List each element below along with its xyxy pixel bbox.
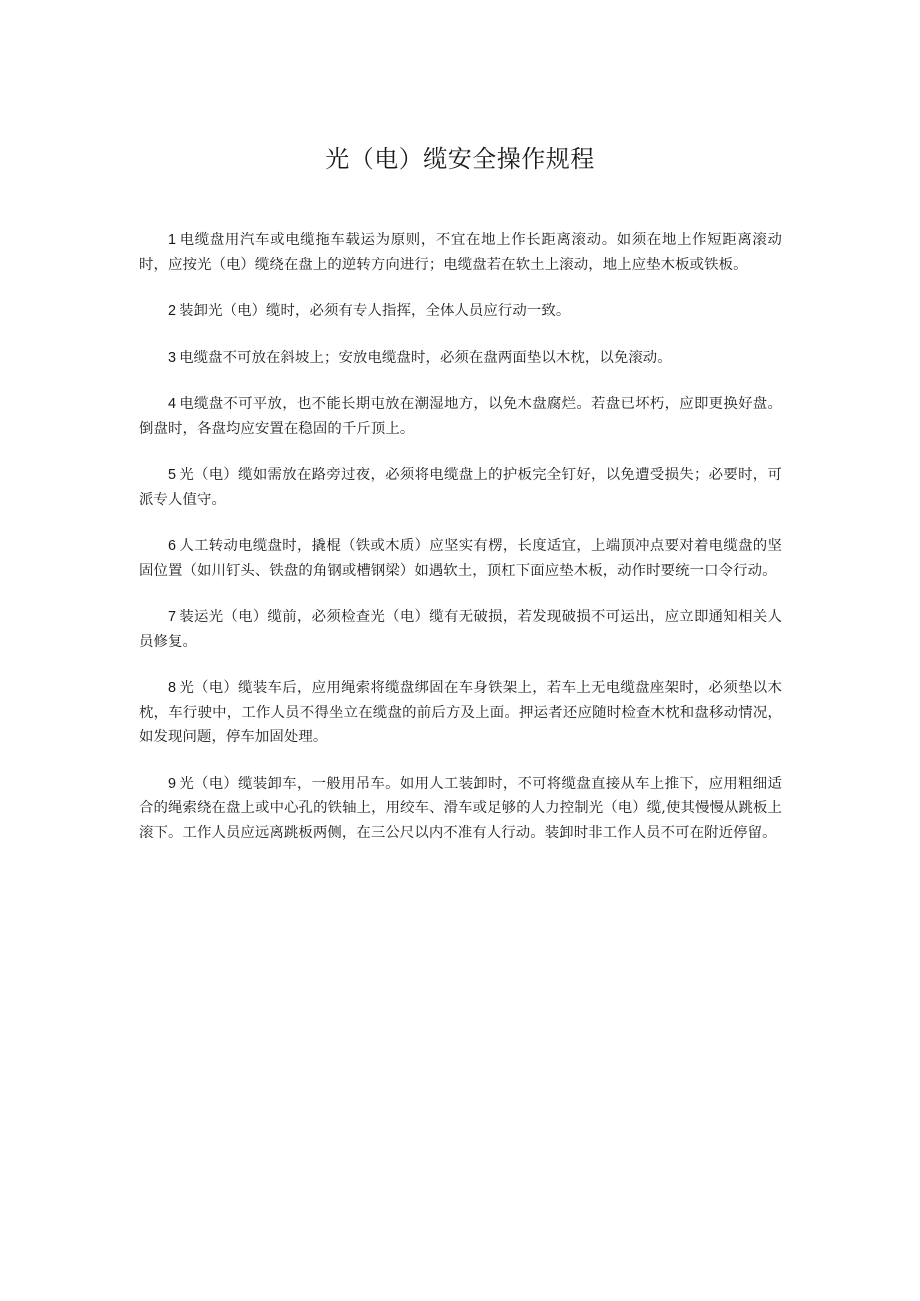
paragraph-text: 电缆盘不可平放，也不能长期屯放在潮湿地方，以免木盘腐烂。若盘已坏朽，应即更换好盘。倒盘时，各盘均应安置在稳固的千斤顶上。 (139, 396, 782, 437)
paragraph-8 (139, 676, 782, 750)
paragraph-text: 人工转动电缆盘时，撬棍（铁或木质）应坚实有楞，长度适宜，上端顶冲点要对着电缆盘的坚固位置（如川钉头、铁盘的角钢或槽钢梁）如遇软土，顶杠下面应垫木板，动作时要统一口令行动。 (139, 538, 782, 579)
paragraph-6 (139, 534, 782, 583)
paragraph-1 (139, 228, 782, 277)
paragraph-3 (139, 346, 782, 371)
paragraph-number: 7 (168, 609, 177, 625)
paragraph-2 (139, 299, 782, 324)
paragraph-number: 9 (168, 775, 177, 792)
paragraph-number: 4 (168, 396, 177, 412)
paragraph-number: 2 (168, 303, 177, 319)
paragraph-text: 装卸光（电）缆时，必须有专人指挥，全体人员应行动一致。 (179, 303, 571, 319)
paragraph-text: 光（电）缆装车后，应用绳索将缆盘绑固在车身铁架上，若车上无电缆盘座架时，必须垫以木枕，车行驶中，工作人员不得坐立在缆盘的前后方及上面。押运者还应随时检查木枕和盘移动情况，如发现问题，停车加固处理。 (139, 680, 782, 745)
paragraph-number: 3 (168, 349, 177, 366)
paragraph-text: 电缆盘用汽车或电缆拖车载运为原则，不宜在地上作长距离滚动。如须在地上作短距离滚动时，应按光（电）缆绕在盘上的逆转方向进行；电缆盘若在软土上滚动，地上应垫木板或铁板。 (139, 232, 782, 273)
paragraph-5 (139, 463, 782, 512)
paragraph-text: 光（电）缆装卸车，一般用吊车。如用人工装卸时，不可将缆盘直接从车上推下，应用粗细适合的绳索绕在盘上或中心孔的铁轴上，用绞车、滑车或足够的人力控制光（电）缆,使其慢慢从跳板上滚下。工作人员应远离跳板两侧，在三公尺以内不准有人行动。装卸时非工作人员不可在附近停留。 (139, 775, 782, 841)
paragraph-text: 电缆盘不可放在斜坡上；安放电缆盘时，必须在盘两面垫以木枕，以免滚动。 (179, 349, 672, 366)
paragraph-number: 5 (168, 467, 177, 483)
paragraph-number: 6 (168, 538, 177, 554)
document-title: 光（电）缆安全操作规程 (325, 145, 595, 173)
paragraph-4 (139, 392, 782, 441)
paragraph-7 (139, 605, 782, 654)
paragraph-9 (139, 772, 782, 846)
document-body (139, 228, 782, 867)
paragraph-text: 装运光（电）缆前，必须检查光（电）缆有无破损，若发现破损不可运出，应立即通知相关人员修复。 (139, 609, 782, 650)
paragraph-text: 光（电）缆如需放在路旁过夜，必须将电缆盘上的护板完全钉好，以免遭受损失；必要时，可派专人值守。 (139, 467, 782, 508)
paragraph-number: 1 (168, 232, 177, 248)
paragraph-number: 8 (168, 680, 177, 696)
